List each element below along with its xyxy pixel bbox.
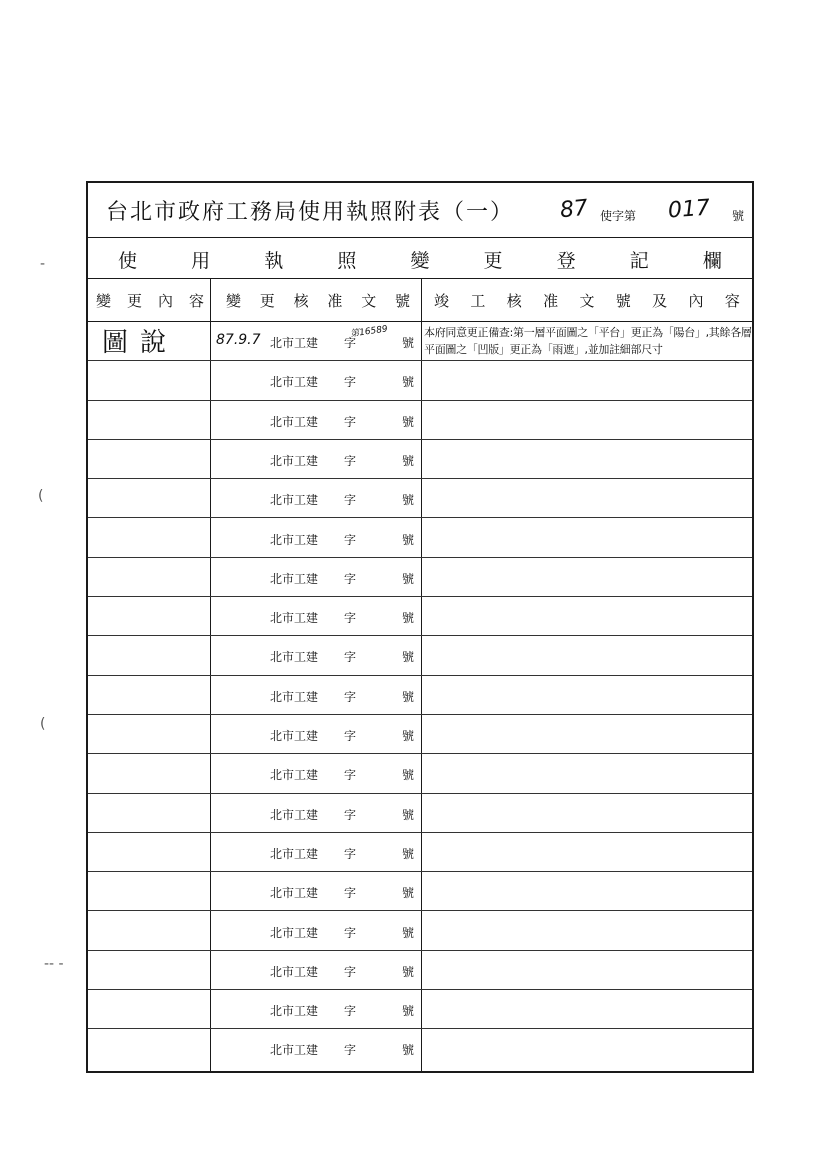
form-title: 台北市政府工務局使用執照附表（一） <box>106 200 515 225</box>
approval-hao: 號 <box>402 493 415 508</box>
approval-office: 北市工建 <box>270 807 319 822</box>
approval-office: 北市工建 <box>270 689 319 704</box>
header-char: 核 <box>506 292 522 310</box>
section-char: 變 <box>410 250 430 272</box>
table-row <box>88 1029 752 1068</box>
header-char: 內 <box>688 292 704 310</box>
section-title-row <box>88 238 752 279</box>
approval-zi: 字 <box>344 453 357 468</box>
approval-zi: 字 <box>344 611 357 626</box>
completion-note: 本府同意更正備查:第一層平面圖之「平台」更正為「陽台」,其餘各層平面圖之「凹版」更正為「雨遮」,並加註細部尺寸 <box>424 326 752 356</box>
table-row <box>88 872 752 911</box>
table-row <box>88 558 752 597</box>
header-char: 及 <box>652 292 668 310</box>
approval-zi: 字 <box>344 650 357 665</box>
section-char: 用 <box>191 250 211 272</box>
approval-zi: 字 <box>344 768 357 783</box>
approval-hao: 號 <box>402 532 415 547</box>
approval-hao: 號 <box>402 729 415 743</box>
approval-zi: 字 <box>344 807 357 822</box>
header-char: 准 <box>327 292 343 310</box>
approval-hao: 號 <box>402 1043 415 1058</box>
approval-office: 北市工建 <box>270 964 319 979</box>
permit-word: 使字第 <box>600 209 637 223</box>
approval-zi: 字 <box>344 414 357 429</box>
approval-hao: 號 <box>402 964 415 979</box>
approval-zi: 字 <box>344 689 357 704</box>
approval-zi: 字 <box>344 886 357 901</box>
approval-hao: 號 <box>402 807 415 822</box>
header-char: 容 <box>724 292 740 310</box>
approval-office: 北市工建 <box>270 925 319 940</box>
approval-office: 北市工建 <box>270 571 319 586</box>
permit-number: 017 <box>667 195 711 224</box>
approval-office: 北市工建 <box>270 532 319 547</box>
table-row <box>88 833 752 872</box>
approval-office: 北市工建 <box>270 336 319 350</box>
header-char: 內 <box>157 292 173 310</box>
section-char: 更 <box>483 250 503 272</box>
table-row <box>88 322 752 361</box>
table-row <box>88 951 752 990</box>
approval-office: 北市工建 <box>270 611 319 626</box>
header-approval-no <box>226 279 410 322</box>
section-char: 執 <box>264 250 284 272</box>
table-row <box>88 479 752 518</box>
approval-hao: 號 <box>402 650 415 665</box>
table-row <box>88 597 752 636</box>
approval-hao: 號 <box>402 453 415 468</box>
header-char: 變 <box>226 292 242 310</box>
record-rows <box>88 322 752 1071</box>
table-row <box>88 715 752 754</box>
approval-zi: 字 <box>344 925 357 940</box>
approval-hao: 號 <box>402 336 415 350</box>
approval-hao: 號 <box>402 571 415 586</box>
approval-hao: 號 <box>402 886 415 901</box>
table-row <box>88 519 752 558</box>
approval-zi: 字 <box>344 1004 357 1019</box>
header-completion <box>434 279 740 322</box>
approval-office: 北市工建 <box>270 729 319 743</box>
approval-office: 北市工建 <box>270 886 319 901</box>
header-char: 工 <box>470 292 486 310</box>
approval-office: 北市工建 <box>270 768 319 783</box>
header-char: 號 <box>394 292 410 310</box>
header-change-content <box>96 279 204 322</box>
approval-hao: 號 <box>402 925 415 940</box>
approval-office: 北市工建 <box>270 453 319 468</box>
section-title <box>118 246 722 273</box>
permit-year: 87 <box>558 195 590 224</box>
section-char: 記 <box>629 250 649 272</box>
header-char: 核 <box>293 292 309 310</box>
approval-zi: 字 <box>344 375 357 390</box>
scan-mark: - <box>40 256 46 272</box>
approval-date: 87.9.7 <box>216 332 261 348</box>
scan-mark: -- - <box>44 956 64 972</box>
approval-zi: 字 <box>344 729 357 743</box>
scan-mark: ( <box>40 716 46 732</box>
approval-office: 北市工建 <box>270 375 319 390</box>
table-row <box>88 361 752 400</box>
approval-zi: 字 <box>344 1043 357 1058</box>
table-row <box>88 676 752 715</box>
table-row <box>88 754 752 793</box>
approval-office: 北市工建 <box>270 650 319 665</box>
approval-hao: 號 <box>402 768 415 783</box>
approval-office: 北市工建 <box>270 414 319 429</box>
approval-zi: 字 <box>344 532 357 547</box>
table-row <box>88 440 752 479</box>
header-char: 文 <box>579 292 595 310</box>
approval-serial: 第16589 <box>349 324 389 340</box>
header-char: 准 <box>543 292 559 310</box>
change-content-handwritten: 圖說 <box>102 328 179 358</box>
title-row <box>88 183 752 238</box>
approval-hao: 號 <box>402 611 415 626</box>
section-char: 使 <box>118 250 138 272</box>
permit-suffix: 號 <box>732 209 745 223</box>
table-row <box>88 401 752 440</box>
approval-office: 北市工建 <box>270 846 319 861</box>
permit-attachment-form <box>86 181 754 1073</box>
header-char: 更 <box>259 292 275 310</box>
approval-office: 北市工建 <box>270 493 319 508</box>
approval-office: 北市工建 <box>270 1043 319 1058</box>
header-char: 更 <box>126 292 142 310</box>
header-char: 號 <box>615 292 631 310</box>
table-row <box>88 794 752 833</box>
column-header-row <box>88 279 752 322</box>
section-char: 欄 <box>702 250 722 272</box>
approval-hao: 號 <box>402 689 415 704</box>
header-char: 竣 <box>434 292 450 310</box>
approval-zi: 字 <box>344 571 357 586</box>
header-char: 文 <box>361 292 377 310</box>
approval-hao: 號 <box>402 1004 415 1019</box>
section-char: 照 <box>337 250 357 272</box>
approval-hao: 號 <box>402 414 415 429</box>
header-char: 變 <box>96 292 112 310</box>
approval-zi: 字 <box>344 846 357 861</box>
table-row <box>88 912 752 951</box>
approval-office: 北市工建 <box>270 1004 319 1019</box>
section-char: 登 <box>556 250 576 272</box>
approval-zi: 字 <box>344 493 357 508</box>
table-row <box>88 636 752 675</box>
scan-mark: ( <box>38 488 44 504</box>
approval-hao: 號 <box>402 846 415 861</box>
approval-zi: 字 <box>344 964 357 979</box>
header-char: 容 <box>188 292 204 310</box>
approval-hao: 號 <box>402 375 415 390</box>
approval-zi: 字 <box>344 336 357 350</box>
table-row <box>88 990 752 1029</box>
